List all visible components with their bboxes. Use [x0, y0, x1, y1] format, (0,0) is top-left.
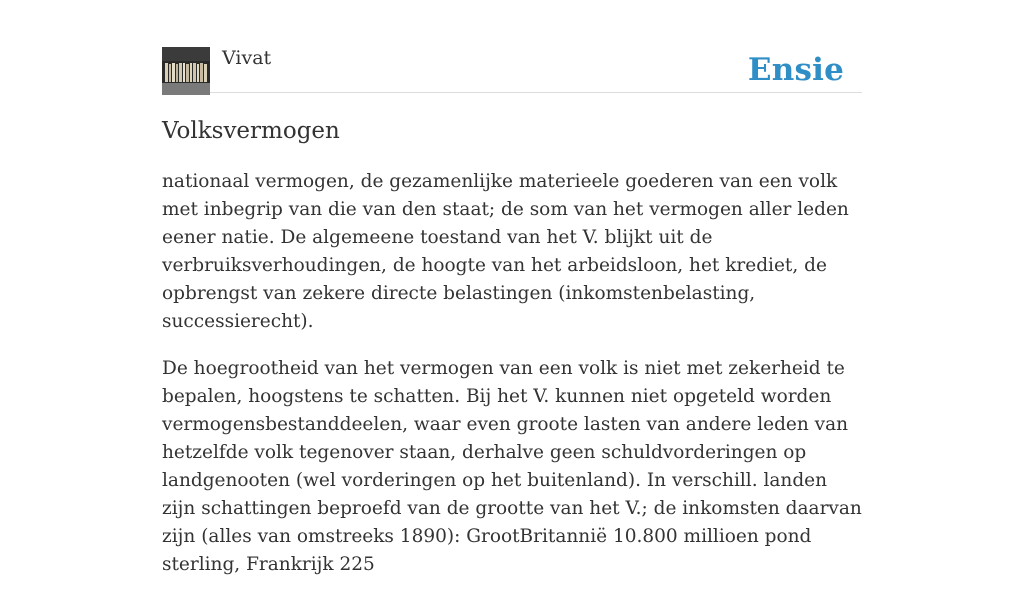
site-logo[interactable]: Ensie [747, 52, 844, 88]
article-page [162, 0, 862, 575]
site-header [162, 0, 862, 93]
article-paragraph: nationaal vermogen, de gezamenlijke materieele goederen van een volk met inbegrip van die van den staat; de som van het vermogen aller leden eener natie. De algemeene toestand van het V. blijkt uit de verbruiksverhoudingen, de hoogte van het arbeidsloon, het krediet, de opbrengst van zekere directe belastingen (inkomstenbelasting, successierecht). [162, 171, 849, 332]
article-body [162, 168, 862, 598]
bookshelf-avatar-icon [162, 47, 210, 95]
article-title: Volksvermogen [162, 118, 340, 144]
author-avatar[interactable] [162, 47, 210, 95]
author-name[interactable]: Vivat [222, 47, 272, 69]
article-paragraph: De hoegrootheid van het vermogen van een volk is niet met zekerheid te bepalen, hoogstens te schatten. Bij het V. kunnen niet opgeteld worden vermogensbestanddeelen, waar even groote lasten van andere leden van hetzelfde volk tegenover staan, derhalve geen schuldvorderingen op landgenooten (wel vorderingen op het buitenland). In verschill. landen zijn schattingen beproefd van de grootte van het V.; de inkomsten daarvan zijn (alles van omstreeks 1890): GrootBritannië 10.800 millioen pond sterling, Frankrijk 225 [162, 358, 862, 575]
